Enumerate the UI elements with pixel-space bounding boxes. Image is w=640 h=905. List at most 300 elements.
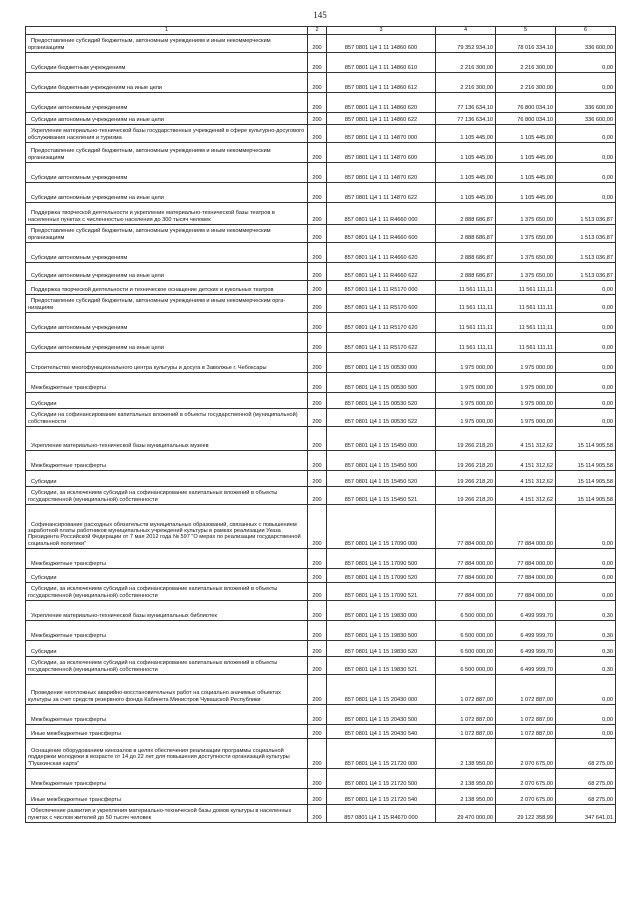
- row-value-col5: 6 499 999,70: [496, 601, 556, 621]
- column-header: 4: [436, 27, 496, 35]
- row-code: 857 0801 Ц4 1 15 19830 000: [327, 601, 436, 621]
- row-kvr: 200: [308, 183, 327, 203]
- row-code: 857 0801 Ц4 1 11 14860 612: [327, 73, 436, 93]
- row-name-text: Субсидии автономным учреждениям: [31, 324, 128, 331]
- row-value-col6: 0,00: [556, 313, 616, 333]
- row-name: [26, 583, 308, 601]
- row-kvr: 200: [308, 487, 327, 505]
- row-kvr: 200: [308, 143, 327, 163]
- table-row: [26, 393, 616, 409]
- row-code: 857 0801 Ц4 1 11 14870 622: [327, 183, 436, 203]
- row-kvr: 200: [308, 281, 327, 295]
- row-value-col6: 0,00: [556, 73, 616, 93]
- row-value-col5: 1 975 000,00: [496, 409, 556, 427]
- row-value-col4: 6 500 000,00: [436, 657, 496, 675]
- row-value-col4: 77 136 634,10: [436, 113, 496, 125]
- row-value-col6: 0,00: [556, 549, 616, 569]
- row-value-col5: 1 105 445,00: [496, 183, 556, 203]
- table-row: [26, 35, 616, 53]
- row-value-col6: 336 600,00: [556, 35, 616, 53]
- row-code: 857 0801 Ц4 1 11 14860 620: [327, 93, 436, 113]
- row-value-col6: 0,00: [556, 333, 616, 353]
- row-code: 857 0801 Ц4 1 15 17090 521: [327, 583, 436, 601]
- row-kvr: 200: [308, 295, 327, 313]
- table-row: [26, 739, 616, 769]
- row-value-col5: 11 561 111,11: [496, 333, 556, 353]
- row-value-col6: 0,00: [556, 373, 616, 393]
- row-name-text: Обеспечение развития и укрепления материально-технической базы домов культуры в населенных пунктах с числом жителей до 50 тысяч человек: [28, 808, 292, 821]
- row-code: 857 0801 Ц4 1 11 R4660 000: [327, 203, 436, 225]
- row-name: [26, 35, 308, 53]
- row-kvr: 200: [308, 203, 327, 225]
- row-kvr: 200: [308, 427, 327, 451]
- row-value-col4: 11 561 111,11: [436, 313, 496, 333]
- table-row: [26, 471, 616, 487]
- row-code: 857 0801 Ц4 1 15 15450 520: [327, 471, 436, 487]
- table-row: [26, 373, 616, 393]
- row-value-col4: 11 561 111,11: [436, 333, 496, 353]
- row-value-col6: 0,00: [556, 295, 616, 313]
- row-name-text: Субсидии: [31, 400, 57, 407]
- row-value-col4: 6 500 000,00: [436, 601, 496, 621]
- row-name: [26, 125, 308, 143]
- table-row: [26, 73, 616, 93]
- table-row: [26, 281, 616, 295]
- row-name: [26, 427, 308, 451]
- row-kvr: 200: [308, 505, 327, 549]
- column-header: 6: [556, 27, 616, 35]
- row-value-col6: 15 114 905,58: [556, 451, 616, 471]
- row-value-col5: 1 072 887,00: [496, 675, 556, 705]
- table-row: [26, 353, 616, 373]
- row-value-col4: 1 072 887,00: [436, 675, 496, 705]
- row-code: 857 0801 Ц4 1 15 20430 000: [327, 675, 436, 705]
- row-code: 857 0801 Ц4 1 15 21720 540: [327, 789, 436, 805]
- row-code: 857 0801 Ц4 1 15 20430 500: [327, 705, 436, 725]
- row-name: [26, 739, 308, 769]
- row-code: 857 0801 Ц4 1 11 14870 620: [327, 163, 436, 183]
- row-name-text: Субсидии автономным учреждениям на иные цели: [31, 344, 164, 351]
- row-code: 857 0801 Ц4 1 11 R4660 620: [327, 243, 436, 263]
- row-code: 857 0801 Ц4 1 11 R4660 600: [327, 225, 436, 243]
- row-value-col6: 1 513 036,87: [556, 243, 616, 263]
- row-name-text: Иные межбюджетные трансферты: [31, 796, 121, 803]
- row-value-col6: 336 600,00: [556, 113, 616, 125]
- row-value-col5: 78 016 334,10: [496, 35, 556, 53]
- row-value-col4: 6 500 000,00: [436, 621, 496, 641]
- row-kvr: 200: [308, 583, 327, 601]
- row-name-text: Субсидии автономным учреждениям на иные цели: [31, 194, 164, 201]
- row-code: 857 0801 Ц4 1 11 14860 610: [327, 53, 436, 73]
- row-name-text: Субсидии на софинансирование капитальных вложений в объекты государственной (муниципальной) собственности: [28, 412, 298, 425]
- row-value-col6: 336 600,00: [556, 93, 616, 113]
- row-name-text: Межбюджетные трансферты: [31, 632, 107, 639]
- row-code: 857 0801 Ц4 1 15 21720 500: [327, 769, 436, 789]
- row-name: [26, 203, 308, 225]
- row-value-col5: 76 800 034,10: [496, 93, 556, 113]
- row-code: 857 0801 Ц4 1 11 14870 600: [327, 143, 436, 163]
- row-value-col6: 0,00: [556, 143, 616, 163]
- row-value-col4: 2 138 950,00: [436, 739, 496, 769]
- row-value-col6: 0,30: [556, 601, 616, 621]
- row-name-text: Субсидии, за исключением субсидий на софинансирование капитальных вложений в объекты государственной (муниципальной) собственности: [28, 490, 278, 503]
- row-value-col5: 29 122 358,99: [496, 805, 556, 823]
- table-row: [26, 569, 616, 583]
- row-value-col5: 1 105 445,00: [496, 125, 556, 143]
- row-value-col4: 77 884 000,00: [436, 505, 496, 549]
- row-kvr: 200: [308, 769, 327, 789]
- row-value-col5: 77 884 000,00: [496, 569, 556, 583]
- row-value-col6: 68 275,00: [556, 769, 616, 789]
- row-value-col5: 6 499 999,70: [496, 657, 556, 675]
- row-code: 857 0801 Ц4 1 11 R5170 622: [327, 333, 436, 353]
- row-name: [26, 113, 308, 125]
- row-name: [26, 409, 308, 427]
- table-row: [26, 333, 616, 353]
- row-kvr: 200: [308, 569, 327, 583]
- row-value-col4: 1 072 887,00: [436, 705, 496, 725]
- row-value-col6: 0,30: [556, 641, 616, 657]
- row-kvr: 200: [308, 621, 327, 641]
- row-value-col4: 19 266 218,20: [436, 451, 496, 471]
- row-value-col6: 0,00: [556, 281, 616, 295]
- row-value-col6: 0,00: [556, 353, 616, 373]
- row-name: [26, 313, 308, 333]
- row-name: [26, 353, 308, 373]
- table-row: [26, 143, 616, 163]
- row-value-col4: 77 136 634,10: [436, 93, 496, 113]
- row-value-col5: 1 105 445,00: [496, 163, 556, 183]
- row-name-text: Строительство многофункционального центра культуры и досуга в Заволжье г. Чебоксары: [31, 364, 267, 371]
- row-code: 857 0801 Ц4 1 15 15450 000: [327, 427, 436, 451]
- row-value-col5: 4 151 312,62: [496, 487, 556, 505]
- row-value-col4: 11 561 111,11: [436, 295, 496, 313]
- row-name: [26, 641, 308, 657]
- row-value-col6: 0,00: [556, 53, 616, 73]
- row-value-col5: 11 561 111,11: [496, 295, 556, 313]
- row-name: [26, 487, 308, 505]
- row-kvr: 200: [308, 333, 327, 353]
- row-kvr: 200: [308, 93, 327, 113]
- table-row: [26, 451, 616, 471]
- row-value-col6: 68 275,00: [556, 789, 616, 805]
- table-row: [26, 725, 616, 739]
- row-value-col5: 1 975 000,00: [496, 393, 556, 409]
- row-value-col4: 2 138 950,00: [436, 769, 496, 789]
- row-name: [26, 769, 308, 789]
- row-kvr: 200: [308, 657, 327, 675]
- row-value-col6: 0,00: [556, 163, 616, 183]
- row-value-col4: 1 975 000,00: [436, 373, 496, 393]
- row-value-col5: 2 070 675,00: [496, 739, 556, 769]
- column-header: 3: [327, 27, 436, 35]
- row-value-col6: 15 114 905,58: [556, 427, 616, 451]
- row-name-text: Предоставление субсидий бюджетным, автономным учреждениям и иным некоммерческим организациям: [28, 38, 271, 51]
- row-value-col6: 347 641,01: [556, 805, 616, 823]
- table-row: [26, 313, 616, 333]
- row-name-text: Межбюджетные трансферты: [31, 560, 107, 567]
- table-row: [26, 427, 616, 451]
- row-name: [26, 393, 308, 409]
- column-header: 1: [26, 27, 308, 35]
- row-value-col6: 15 114 905,58: [556, 471, 616, 487]
- row-value-col6: 1 513 036,87: [556, 263, 616, 281]
- row-name-text: Субсидии автономным учреждениям: [31, 104, 128, 111]
- row-kvr: 200: [308, 805, 327, 823]
- row-value-col6: 0,00: [556, 569, 616, 583]
- row-name: [26, 505, 308, 549]
- row-name: [26, 569, 308, 583]
- row-value-col6: 15 114 905,58: [556, 487, 616, 505]
- row-code: 857 0801 Ц4 1 15 15450 521: [327, 487, 436, 505]
- row-value-col4: 1 105 445,00: [436, 163, 496, 183]
- row-kvr: 200: [308, 113, 327, 125]
- row-name: [26, 675, 308, 705]
- row-value-col6: 0,00: [556, 505, 616, 549]
- row-value-col4: 29 470 000,00: [436, 805, 496, 823]
- row-value-col4: 2 888 686,87: [436, 225, 496, 243]
- row-kvr: 200: [308, 409, 327, 427]
- row-value-col4: 11 561 111,11: [436, 281, 496, 295]
- table-row: [26, 243, 616, 263]
- row-value-col6: 68 275,00: [556, 739, 616, 769]
- row-code: 857 0801 Ц4 1 11 14870 000: [327, 125, 436, 143]
- row-value-col5: 77 884 000,00: [496, 583, 556, 601]
- table-row: [26, 125, 616, 143]
- row-value-col5: 77 884 000,00: [496, 505, 556, 549]
- row-value-col5: 1 375 650,00: [496, 243, 556, 263]
- row-name-text: Субсидии автономным учреждениям: [31, 174, 128, 181]
- row-code: 857 0801 Ц4 1 11 R5170 620: [327, 313, 436, 333]
- row-name: [26, 73, 308, 93]
- row-value-col4: 77 884 000,00: [436, 569, 496, 583]
- row-name-text: Субсидии, за исключением субсидий на софинансирование капитальных вложений в объекты государственной (муниципальной) собственности: [28, 660, 278, 673]
- row-kvr: 200: [308, 705, 327, 725]
- row-name-text: Проведение неотложных аварийно-восстановительных работ на социально значимых объектах культуры за счет средств резервного фонда Кабинета Министров Чувашской Республики: [28, 690, 281, 703]
- table-row: [26, 487, 616, 505]
- row-name-text: Субсидии автономным учреждениям на иные цели: [31, 272, 164, 279]
- row-kvr: 200: [308, 263, 327, 281]
- row-code: 857 0801 Ц4 1 15 15450 500: [327, 451, 436, 471]
- row-kvr: 200: [308, 353, 327, 373]
- row-value-col6: 0,00: [556, 125, 616, 143]
- row-name-text: Субсидии бюджетным учреждениям на иные цели: [31, 84, 163, 91]
- row-name: [26, 281, 308, 295]
- row-value-col4: 2 888 686,87: [436, 243, 496, 263]
- row-value-col5: 2 216 300,00: [496, 73, 556, 93]
- row-name: [26, 143, 308, 163]
- row-code: 857 0801 Ц4 1 15 R4670 000: [327, 805, 436, 823]
- row-kvr: 200: [308, 313, 327, 333]
- row-value-col5: 1 375 650,00: [496, 263, 556, 281]
- row-kvr: 200: [308, 739, 327, 769]
- row-value-col4: 1 105 445,00: [436, 183, 496, 203]
- row-kvr: 200: [308, 225, 327, 243]
- row-name-text: Предоставление субсидий бюджетным, автономным учреждениям и иным некоммерческим организациям: [28, 148, 271, 161]
- row-kvr: 200: [308, 789, 327, 805]
- row-value-col4: 2 216 300,00: [436, 73, 496, 93]
- row-kvr: 200: [308, 163, 327, 183]
- row-kvr: 200: [308, 549, 327, 569]
- row-value-col5: 4 151 312,62: [496, 427, 556, 451]
- table-row: [26, 505, 616, 549]
- row-name-text: Поддержка творческой деятельности и техническое оснащение детских и кукольных театров: [31, 286, 274, 293]
- table-row: [26, 225, 616, 243]
- row-code: 857 0801 Ц4 1 11 14860 600: [327, 35, 436, 53]
- row-name-text: Поддержка творческой деятельности и укрепление материально-технической базы театров в населенных пунктах с численностью населения до 300 тысяч человек: [28, 210, 275, 223]
- row-name-text: Иные межбюджетные трансферты: [31, 730, 121, 737]
- row-value-col5: 2 070 675,00: [496, 769, 556, 789]
- row-name-text: Укрепление материально-технической базы муниципальных музеев: [31, 442, 209, 449]
- row-name: [26, 601, 308, 621]
- row-name: [26, 333, 308, 353]
- table-row: [26, 183, 616, 203]
- row-name-text: Субсидии автономным учреждениям на иные цели: [31, 116, 164, 123]
- table-row: [26, 295, 616, 313]
- row-value-col5: 1 975 000,00: [496, 353, 556, 373]
- table-row: [26, 705, 616, 725]
- row-kvr: 200: [308, 641, 327, 657]
- row-name: [26, 225, 308, 243]
- row-name-text: Межбюджетные трансферты: [31, 716, 107, 723]
- row-code: 857 0801 Ц4 1 15 00530 000: [327, 353, 436, 373]
- table-row: [26, 53, 616, 73]
- table-row: [26, 657, 616, 675]
- row-name: [26, 263, 308, 281]
- row-kvr: 200: [308, 601, 327, 621]
- table-row: [26, 621, 616, 641]
- row-name: [26, 243, 308, 263]
- row-kvr: 200: [308, 725, 327, 739]
- table-row: [26, 113, 616, 125]
- row-value-col6: 0,30: [556, 621, 616, 641]
- row-name-text: Предоставление субсидий бюджетным, автономным учреждениям и иным некоммерческим орга-низациям: [28, 298, 286, 311]
- column-header: 5: [496, 27, 556, 35]
- row-name-text: Субсидии бюджетным учреждениям: [31, 64, 126, 71]
- row-kvr: 200: [308, 373, 327, 393]
- row-name-text: Укрепление материально-технической базы муниципальных библиотек: [31, 612, 217, 619]
- row-name-text: Субсидии: [31, 478, 57, 485]
- row-name: [26, 183, 308, 203]
- row-value-col5: 77 884 000,00: [496, 549, 556, 569]
- row-name-text: Укрепление материально-технической базы государственных учреждений в сфере культурно-досугового обслуживания населения и туризма: [28, 128, 305, 141]
- budget-table: [25, 26, 616, 823]
- row-value-col4: 1 105 445,00: [436, 143, 496, 163]
- row-value-col4: 79 352 934,10: [436, 35, 496, 53]
- row-name-text: Софинансирование расходных обязательств муниципальных образований, связанных с повышением заработной платы работников муниципальных учреждений культуры в рамках реализации Указа Президента Российской Федерации от 7 мая 2012 года № 597 "О мерах по реализации государственной социальной политики": [28, 521, 301, 547]
- row-value-col4: 1 105 445,00: [436, 125, 496, 143]
- table-row: [26, 769, 616, 789]
- row-kvr: 200: [308, 35, 327, 53]
- row-code: 857 0801 Ц4 1 15 21720 000: [327, 739, 436, 769]
- row-value-col4: 1 975 000,00: [436, 353, 496, 373]
- row-kvr: 200: [308, 393, 327, 409]
- row-code: 857 0801 Ц4 1 11 R5170 000: [327, 281, 436, 295]
- row-value-col5: 4 151 312,62: [496, 451, 556, 471]
- row-name: [26, 163, 308, 183]
- row-value-col6: 1 513 036,87: [556, 203, 616, 225]
- row-kvr: 200: [308, 243, 327, 263]
- row-kvr: 200: [308, 471, 327, 487]
- row-value-col6: 0,00: [556, 705, 616, 725]
- row-value-col4: 19 266 218,20: [436, 487, 496, 505]
- row-name: [26, 621, 308, 641]
- row-value-col4: 2 888 686,87: [436, 203, 496, 225]
- row-name-text: Предоставление субсидий бюджетным, автономным учреждениям и иным некоммерческим организациям: [28, 228, 271, 241]
- row-name: [26, 705, 308, 725]
- row-kvr: 200: [308, 125, 327, 143]
- row-kvr: 200: [308, 451, 327, 471]
- row-name: [26, 471, 308, 487]
- row-name: [26, 295, 308, 313]
- table-row: [26, 583, 616, 601]
- row-name: [26, 805, 308, 823]
- row-code: 857 0801 Ц4 1 11 R4660 622: [327, 263, 436, 281]
- row-value-col4: 2 216 300,00: [436, 53, 496, 73]
- row-code: 857 0801 Ц4 1 15 20430 540: [327, 725, 436, 739]
- row-value-col5: 1 105 445,00: [496, 143, 556, 163]
- table-row: [26, 263, 616, 281]
- row-name-text: Субсидии автономным учреждениям: [31, 254, 128, 261]
- table-row: [26, 163, 616, 183]
- row-value-col4: 1 975 000,00: [436, 409, 496, 427]
- row-name-text: Межбюджетные трансферты: [31, 462, 107, 469]
- row-value-col4: 77 884 000,00: [436, 549, 496, 569]
- row-code: 857 0801 Ц4 1 15 19830 521: [327, 657, 436, 675]
- table-row: [26, 549, 616, 569]
- row-value-col6: 0,00: [556, 183, 616, 203]
- row-code: 857 0801 Ц4 1 11 14860 622: [327, 113, 436, 125]
- row-value-col4: 1 975 000,00: [436, 393, 496, 409]
- row-value-col4: 1 072 887,00: [436, 725, 496, 739]
- row-value-col6: 0,00: [556, 675, 616, 705]
- row-value-col5: 1 375 650,00: [496, 225, 556, 243]
- row-value-col4: 6 500 000,00: [436, 641, 496, 657]
- row-value-col5: 6 499 999,70: [496, 621, 556, 641]
- row-value-col5: 1 975 000,00: [496, 373, 556, 393]
- row-value-col4: 77 884 000,00: [436, 583, 496, 601]
- row-code: 857 0801 Ц4 1 15 19830 500: [327, 621, 436, 641]
- row-name-text: Субсидии: [31, 648, 57, 655]
- column-header: 2: [308, 27, 327, 35]
- row-name: [26, 93, 308, 113]
- row-value-col6: 0,00: [556, 409, 616, 427]
- row-name-text: Субсидии: [31, 574, 57, 581]
- row-name: [26, 53, 308, 73]
- row-value-col5: 2 216 300,00: [496, 53, 556, 73]
- row-value-col5: 11 561 111,11: [496, 281, 556, 295]
- row-code: 857 0801 Ц4 1 15 00530 500: [327, 373, 436, 393]
- row-name-text: Оснащение оборудованием кинозалов в целях обеспечения реализации программы социальной поддержки молодежи в возрасте от 14 до 22 лет для повышения доступности организаций культуры "Пушкинская карта": [28, 748, 290, 767]
- row-name-text: Межбюджетные трансферты: [31, 780, 107, 787]
- table-row: [26, 93, 616, 113]
- row-value-col5: 1 072 887,00: [496, 725, 556, 739]
- row-value-col5: 11 561 111,11: [496, 313, 556, 333]
- row-code: 857 0801 Ц4 1 15 17090 000: [327, 505, 436, 549]
- row-value-col5: 4 151 312,62: [496, 471, 556, 487]
- row-value-col4: 19 266 218,20: [436, 427, 496, 451]
- table-header-row: [26, 27, 616, 35]
- row-kvr: 200: [308, 53, 327, 73]
- table-row: [26, 601, 616, 621]
- row-name: [26, 657, 308, 675]
- row-code: 857 0801 Ц4 1 15 00530 522: [327, 409, 436, 427]
- table-row: [26, 641, 616, 657]
- row-code: 857 0801 Ц4 1 15 19830 520: [327, 641, 436, 657]
- row-name: [26, 373, 308, 393]
- table-row: [26, 805, 616, 823]
- row-code: 857 0801 Ц4 1 11 R5170 600: [327, 295, 436, 313]
